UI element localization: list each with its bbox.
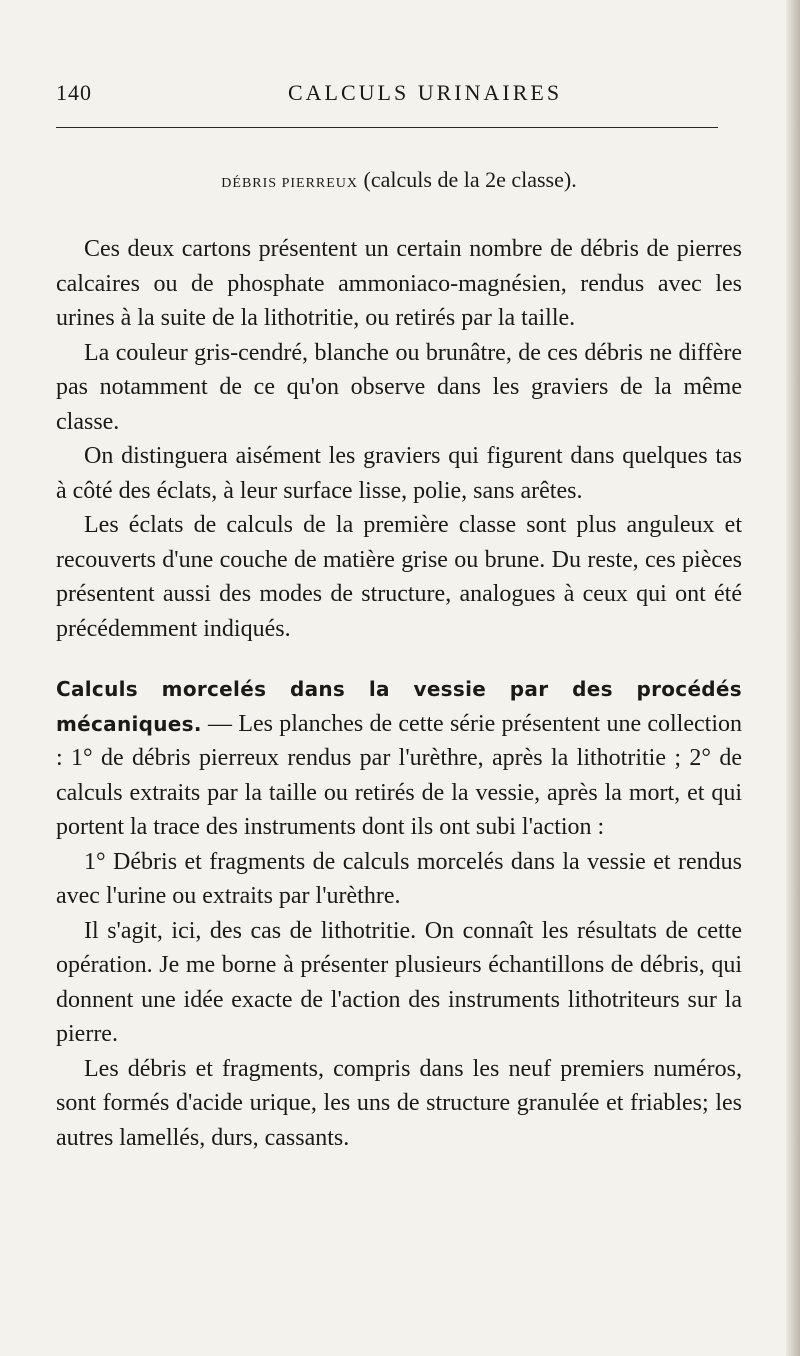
page-body [56, 150, 742, 1155]
paragraph-2: La couleur gris-cendré, blanche ou brunâtre, de ces débris ne diffère pas notamment de ce qu'on observe dans les graviers de la même classe. [56, 339, 742, 435]
running-header [56, 80, 716, 120]
subsection-paragraph [56, 672, 742, 845]
page-edge-shadow [786, 0, 800, 1356]
subsection-text: — Les planches de cette série présentent une collection : 1° de débris pierreux rendus par l'urèthre, après la lithotritie ; 2° de calculs extraits par la taille ou retirés de la vessie, après la mort, et qui portent la trace des instruments dont ils ont subi l'action : [56, 710, 742, 840]
paragraph-1: Ces deux cartons présentent un certain nombre de débris de pierres calcaires ou de phosphate ammoniaco-magnésien, rendus avec les urines à la suite de la lithotritie, ou retirés par la taille. [56, 236, 742, 331]
subsection-heading: Calculs morcelés dans la vessie par des procédés mécaniques. [56, 677, 742, 736]
paragraph-7: Les débris et fragments, compris dans les neuf premiers numéros, sont formés d'acide urique, les uns de structure granulée et friables; les autres lamellés, durs, cassants. [56, 1055, 742, 1151]
section-title [56, 162, 742, 202]
section-title-rest: (calculs de la 2e classe). [363, 167, 577, 192]
paragraph-3: On distinguera aisément les graviers qui figurent dans quelques tas à côté des éclats, à leur surface lisse, polie, sans arêtes. [56, 443, 742, 504]
paragraph-5: 1° Débris et fragments de calculs morcelés dans la vessie et rendus avec l'urine ou extraits par l'urèthre. [56, 848, 742, 909]
paragraph-6: Il s'agit, ici, des cas de lithotritie. On connaît les résultats de cette opération. Je me borne à présenter plusieurs échantillons de débris, qui donnent une idée exacte de l'action des instruments lithotriteurs sur la pierre. [56, 917, 742, 1047]
section-title-smallcaps: DÉBRIS PIERREUX [221, 176, 359, 191]
paragraph-4: Les éclats de calculs de la première classe sont plus anguleux et recouverts d'une couche de matière grise ou brune. Du reste, ces pièces présentent aussi des modes de structure, analogues à ceux qui ont été précédemment indiqués. [56, 512, 742, 642]
header-rule [56, 127, 718, 128]
page-number: 140 [56, 80, 92, 105]
running-title: CALCULS URINAIRES [288, 80, 563, 105]
